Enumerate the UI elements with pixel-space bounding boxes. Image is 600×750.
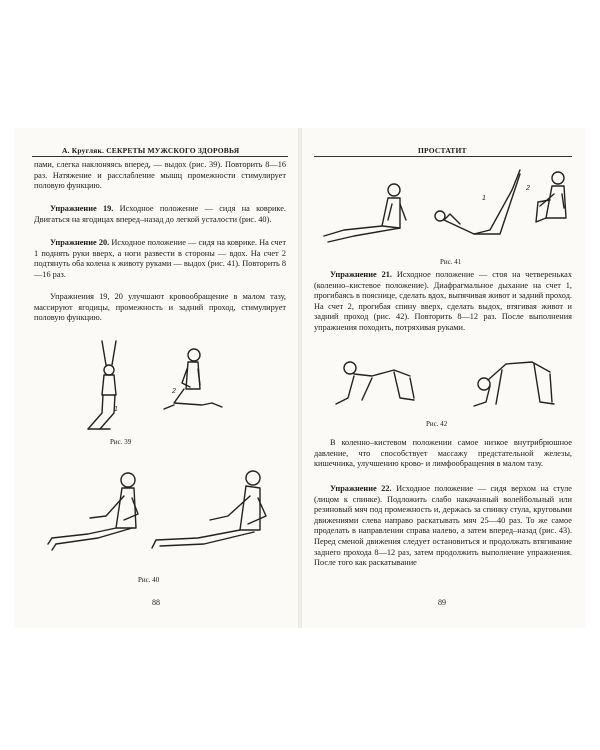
exercise-20-paragraph bbox=[34, 238, 286, 280]
exercise-20-text: Исходное положение — сидя на коврике. На счет 1 поднять руки вверх, а ноги развести в стороны — вдох. На счет 2 подтянуть оба колена к животу руками — выдох (рис. 41). Повторить 8—16 раз. bbox=[34, 238, 286, 279]
exercise-22-paragraph bbox=[314, 484, 572, 569]
left-intro-paragraph: пами, слегка наклоняясь вперед, — выдох (рис. 39). Повторить 8—16 раз. Натяжение и расслабление мышц промежности стимулирует половую функцию. bbox=[34, 160, 286, 191]
exercise-19-paragraph bbox=[34, 204, 286, 225]
exercise-19-title: Упражнение 19. bbox=[50, 204, 114, 213]
exercise-22-text: Исходное положение — сидя верхом на стуле (лицом к спинке). Подложить слабо накачанный волейбольный или резиновый мяч под промежность и, держась за спинку стула, круговыми движениями слева направо раскатывать мяч 25—40 раз. То же самое проделать в направлении справа налево, а затем вперед–назад (рис. 43). Перед сменой движения следует остановиться и продолжать втягивание заднего прохода 8—12 раз, затем продолжить выполнение упражнения. После того как раскатывание bbox=[314, 484, 572, 568]
exercise-22-title: Упражнение 22. bbox=[330, 484, 392, 493]
left-page bbox=[14, 128, 300, 628]
figure-41-caption: Рис. 41 bbox=[440, 258, 462, 266]
left-running-head: А. Кругляк. СЕКРЕТЫ МУЖСКОГО ЗДОРОВЬЯ bbox=[62, 146, 240, 155]
exercise-21-paragraph bbox=[314, 270, 572, 334]
left-header-rule bbox=[32, 156, 288, 157]
figure-41-floor-exercises-illustration bbox=[314, 160, 574, 255]
figure-42-all-fours-illustration bbox=[314, 346, 574, 411]
figure-39-kneeling-illustration bbox=[74, 333, 244, 433]
figure-41-label-1: 1 bbox=[482, 195, 486, 202]
exercise-19-text: Исходное положение — сидя на коврике. Двигаться на ягодицах вперед–назад до легкой усталости (рис. 40). bbox=[34, 204, 286, 224]
right-page bbox=[300, 128, 586, 628]
figure-39-caption: Рис. 39 bbox=[110, 438, 132, 446]
knee-hand-position-paragraph: В коленно–кистевом положении самое низкое внутрибрюшное давление, что способствует массажу предстательной железы, кишечника, улучшению крово- и лимфообращения в малом тазу. bbox=[314, 438, 572, 469]
exercise-20-title: Упражнение 20. bbox=[50, 238, 110, 247]
exercises-summary-paragraph: Упражнения 19, 20 улучшают кровообращение в малом тазу, массируют ягодицы, промежность и задний проход, стимулирует половую функцию. bbox=[34, 292, 286, 323]
right-header-rule bbox=[314, 156, 572, 157]
exercise-21-title: Упражнение 21. bbox=[330, 270, 392, 279]
right-page-number: 89 bbox=[438, 598, 446, 607]
figure-41-label-2: 2 bbox=[526, 185, 530, 192]
exercise-21-text: Исходное положение — стоя на четвереньках (коленно–кистевое положение). Диафрагмальное дыхание на счет 1, прогибаясь в пояснице, сделать вдох, выпячивая живот и задний проход. На счет 2, прогибая спину вверх, сделать выдох, втягивая живот и задний проход (рис. 42). Повторить 8—12 раз. После выполнения упражнения походить, потряхивая руками. bbox=[314, 270, 573, 332]
left-page-number: 88 bbox=[152, 598, 160, 607]
figure-40-seated-illustration bbox=[28, 458, 288, 568]
book-spread bbox=[14, 128, 586, 628]
right-running-head: ПРОСТАТИТ bbox=[418, 146, 467, 155]
figure-39-label-1: 1 bbox=[114, 406, 118, 413]
figure-40-caption: Рис. 40 bbox=[138, 576, 160, 584]
figure-42-caption: Рис. 42 bbox=[426, 420, 448, 428]
figure-39-label-2: 2 bbox=[172, 388, 176, 395]
